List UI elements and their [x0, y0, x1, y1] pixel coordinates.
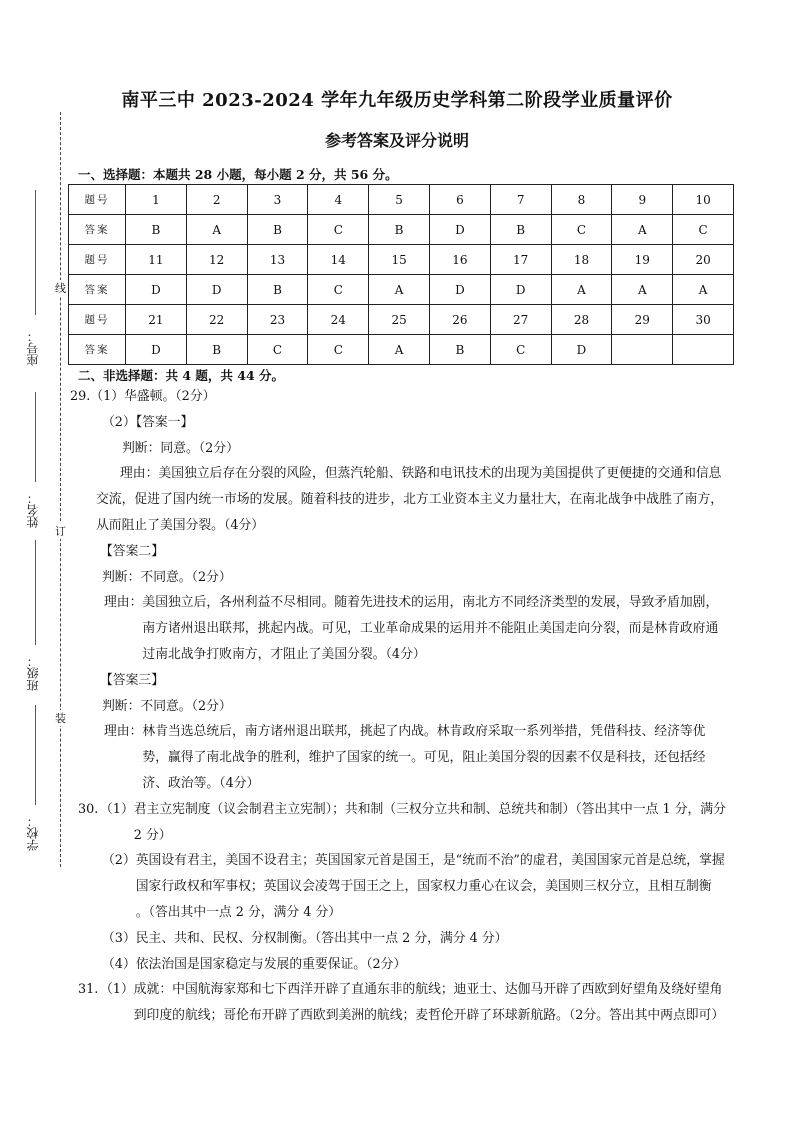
q31-number: 31. — [78, 982, 99, 998]
q31-part1-text: 成就：中国航海家郑和七下西洋开辟了直通东非的航线；迪亚士、达伽马开辟了西欧到好望角及绕好望角到印度的航线；哥伦布开辟了西欧到美洲的航线；麦哲伦开辟了环球新航路。（2分。答出其中两点即可） — [133, 982, 725, 1024]
table-cell: D — [429, 215, 490, 245]
zuohao-label: 座号： — [26, 330, 40, 366]
table-cell: 1 — [126, 185, 187, 215]
table-cell: D — [186, 275, 247, 305]
q29-a1-reason: 理由：美国独立后存在分裂的风险，但蒸汽轮船、铁路和电讯技术的出现为美国提供了更便捷的交通和信息交流，促进了国内统一市场的发展。随着科技的进步，北方工业资本主义力量壮大，在南北战争中战胜了南方，从而阻止了美国分裂。（4分） — [96, 466, 724, 533]
q30-part2-label: （2） — [102, 853, 136, 869]
table-cell: C — [490, 335, 551, 365]
row-label-answer: 答案 — [69, 275, 126, 305]
table-cell: C — [551, 215, 612, 245]
table-cell: 10 — [673, 185, 734, 215]
table-cell: 24 — [308, 305, 369, 335]
xingming-label: 姓名： — [26, 492, 40, 528]
table-cell: 16 — [429, 245, 490, 275]
zuohao-underline — [35, 190, 36, 315]
xingming-underline — [35, 392, 36, 482]
table-cell: A — [612, 275, 673, 305]
row-label-answer: 答案 — [69, 335, 126, 365]
table-cell: 13 — [247, 245, 308, 275]
q30-part4-text: 依法治国是国家稳定与发展的重要保证。（2分） — [135, 956, 407, 972]
row-label-answer: 答案 — [69, 215, 126, 245]
q30-part1-label: （1） — [100, 801, 134, 817]
table-cell: B — [186, 335, 247, 365]
q30-number: 30. — [78, 801, 99, 817]
table-cell: 29 — [612, 305, 673, 335]
q29-a2-reason-label: 理由： — [104, 595, 143, 611]
table-cell: B — [126, 215, 187, 245]
table-cell: A — [369, 275, 430, 305]
table-cell: 23 — [247, 305, 308, 335]
q31-part1-label: （1） — [100, 982, 134, 998]
table-cell: 19 — [612, 245, 673, 275]
row-label-question: 题号 — [69, 305, 126, 335]
table-row — [69, 245, 734, 275]
q31-part1 — [78, 977, 728, 1029]
table-cell: D — [126, 275, 187, 305]
table-row — [69, 275, 734, 305]
q29-a2-reason-block — [78, 590, 728, 667]
table-cell: 6 — [429, 185, 490, 215]
table-row — [69, 215, 734, 245]
table-cell: 2 — [186, 185, 247, 215]
binding-char-zhuang: 装 — [55, 712, 66, 725]
table-cell: C — [308, 275, 369, 305]
document-subtitle: 参考答案及评分说明 — [324, 131, 469, 150]
q29-a2-reason: 美国独立后，各州利益不尽相同。随着先进技术的运用，南北方不同经济类型的发展，导致矛盾加剧，南方诸州退出联邦，挑起内战。可见，工业革命成果的运用并不能阻止美国走向分裂，而是林肯政府通过南北战争打败南方，才阻止了美国分裂。（4分） — [142, 595, 719, 662]
table-row — [69, 305, 734, 335]
q30-part3-text: 民主、共和、民权、分权制衡。（答出其中一点 2 分，满分 4 分） — [135, 930, 508, 946]
table-cell: 5 — [369, 185, 430, 215]
row-label-question: 题号 — [69, 185, 126, 215]
q30-part2-text: 英国设有君主，美国不设君主；英国国家元首是国王，是“统而不治”的虚君，美国国家元首是总统，掌握国家行政权和军事权；英国议会凌驾于国王之上，国家权力重心在议会，美国则三权分立，且相互制衡 。（答出其中一点 2 分，满分 4 分） — [135, 853, 725, 920]
table-cell: 30 — [673, 305, 734, 335]
q29-a3-reason: 林肯当选总统后，南方诸州退出联邦，挑起了内战。林肯政府采取一系列举措，凭借科技、经济等优势，赢得了南北战争的胜利，维护了国家的统一。可见，阻止美国分裂的因素不仅是科技，还包括经济、政治等。（4分） — [142, 724, 706, 791]
table-cell: 25 — [369, 305, 430, 335]
table-cell: 28 — [551, 305, 612, 335]
q29-part1-text: （1）华盛顿。（2分） — [90, 389, 216, 404]
section-1-heading: 一、选择题：本题共 28 小题，每小题 2 分，共 56 分。 — [78, 167, 398, 182]
table-cell: D — [126, 335, 187, 365]
banji-label: 班级： — [26, 655, 40, 691]
table-cell: B — [247, 275, 308, 305]
binding-char-ding: 订 — [55, 525, 66, 538]
table-cell: 7 — [490, 185, 551, 215]
table-cell: 15 — [369, 245, 430, 275]
table-cell: 12 — [186, 245, 247, 275]
table-cell — [673, 335, 734, 365]
table-cell: B — [247, 215, 308, 245]
q29-part2-heading: （2）【答案一】 — [102, 414, 194, 430]
table-cell: D — [429, 275, 490, 305]
xuexiao-label: 学校： — [26, 815, 40, 851]
table-cell — [612, 335, 673, 365]
q29-part1 — [70, 384, 728, 410]
q29-a3-heading: 【答案三】 — [100, 672, 164, 688]
table-cell: A — [673, 275, 734, 305]
q29-a2-heading: 【答案二】 — [100, 543, 164, 559]
table-cell: C — [247, 335, 308, 365]
binding-char-xian: 线 — [55, 282, 66, 295]
table-cell: 4 — [308, 185, 369, 215]
table-cell: 26 — [429, 305, 490, 335]
q30-part3-label: （3） — [102, 930, 136, 946]
table-cell: 21 — [126, 305, 187, 335]
table-cell: A — [612, 215, 673, 245]
q29-a3-reason-label: 理由： — [104, 724, 143, 740]
xuexiao-underline — [35, 705, 36, 805]
q29-a1-judgement: 判断：同意。（2分） — [122, 440, 239, 456]
table-cell: 14 — [308, 245, 369, 275]
table-cell: B — [490, 215, 551, 245]
answer-table — [68, 184, 734, 365]
table-cell: C — [308, 215, 369, 245]
q29-a3-judgement: 判断：不同意。（2分） — [102, 698, 232, 714]
table-cell: A — [369, 335, 430, 365]
table-cell: B — [429, 335, 490, 365]
table-row — [69, 185, 734, 215]
table-cell: 9 — [612, 185, 673, 215]
table-cell: A — [186, 215, 247, 245]
document-title: 南平三中 2023-2024 学年九年级历史学科第二阶段学业质量评价 — [121, 90, 673, 111]
row-label-question: 题号 — [69, 245, 126, 275]
q30-part1-text: 君主立宪制度（议会制君主立宪制）；共和制（三权分立共和制、总统共和制）（答出其中一点 1 分，满分 2 分） — [133, 801, 726, 843]
answer-content — [70, 384, 728, 1029]
q29-a3-reason-block — [78, 719, 728, 796]
q30-part2 — [78, 848, 728, 925]
table-cell: 8 — [551, 185, 612, 215]
table-cell: 18 — [551, 245, 612, 275]
table-cell: 27 — [490, 305, 551, 335]
q29-a2-judgement: 判断：不同意。（2分） — [102, 569, 232, 585]
table-cell: D — [551, 335, 612, 365]
table-cell: C — [673, 215, 734, 245]
banji-underline — [35, 540, 36, 645]
table-cell: 22 — [186, 305, 247, 335]
table-row — [69, 335, 734, 365]
table-cell: A — [551, 275, 612, 305]
section-2-heading: 二、非选择题：共 4 题，共 44 分。 — [78, 368, 285, 383]
table-cell: C — [308, 335, 369, 365]
table-cell: 11 — [126, 245, 187, 275]
table-cell: 20 — [673, 245, 734, 275]
q30-part3 — [78, 926, 728, 952]
q29-number: 29. — [70, 389, 91, 404]
q30-part4 — [78, 952, 728, 978]
table-cell: D — [490, 275, 551, 305]
q30-part4-label: （4） — [102, 956, 136, 972]
table-cell: 17 — [490, 245, 551, 275]
table-cell: B — [369, 215, 430, 245]
q30-part1 — [78, 797, 728, 849]
binding-dashed-line — [60, 112, 61, 867]
table-cell: 3 — [247, 185, 308, 215]
